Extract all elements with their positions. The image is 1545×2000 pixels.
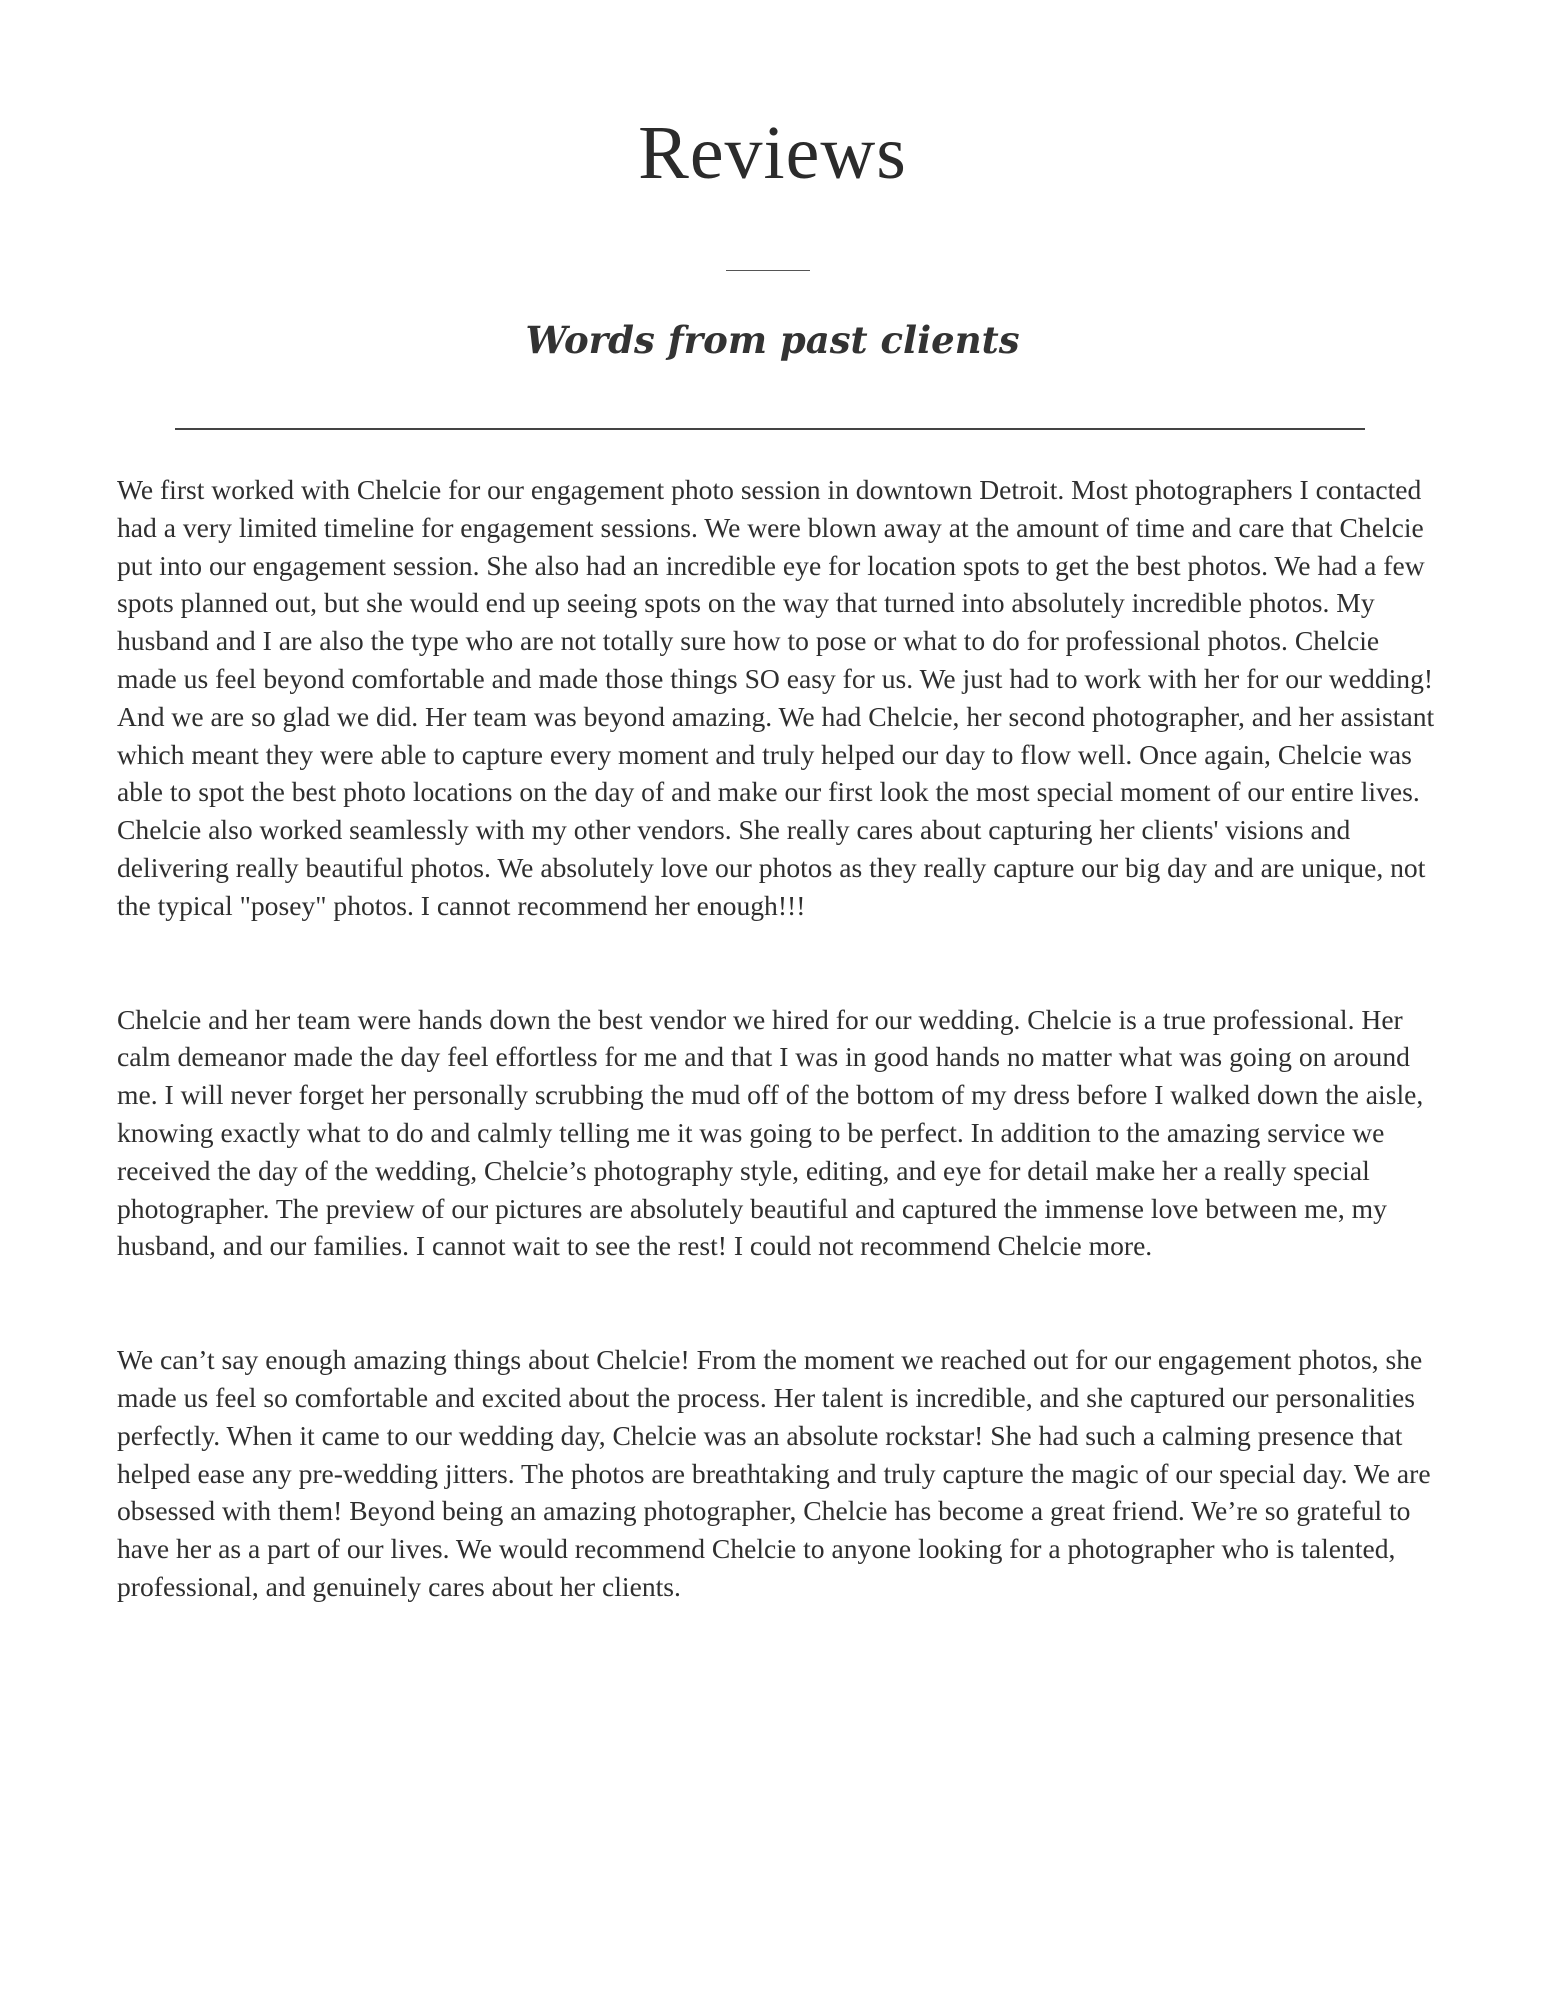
reviews-list (117, 471, 1445, 1682)
page-subtitle: Words from past clients (525, 318, 1020, 362)
page-title: Reviews (638, 111, 907, 195)
review-text-3: We can’t say enough amazing things about Chelcie! From the moment we reached out for our engagement photos, she made us feel so comfortable and excited about the process. Her talent is incredible, and she captured our personalities perfectly. When it came to our wedding day, Chelcie was an absolute rockstar! She had such a calming presence that helped ease any pre-wedding jitters. The photos are breathtaking and truly capture the magic of our special day. We are obsessed with them! Beyond being an amazing photographer, Chelcie has become a great friend. We’re so grateful to have her as a part of our lives. We would recommend Chelcie to anyone looking for a photographer who is talented, professional, and genuinely cares about her clients. (117, 1344, 1431, 1602)
review-text-2: Chelcie and her team were hands down the best vendor we hired for our wedding. Chelcie is a true professional. Her calm demeanor made the day feel effortless for me and that I was in good hands no matter what was going on around me. I will never forget her personally scrubbing the mud off of the bottom of my dress before I walked down the aisle, knowing exactly what to do and calmly telling me it was going to be perfect. In addition to the amazing service we received the day of the wedding, Chelcie’s photography style, editing, and eye for detail make her a really special photographer. The preview of our pictures are absolutely beautiful and captured the immense love between me, my husband, and our families. I cannot wait to see the rest! I could not recommend Chelcie more. (117, 1003, 1424, 1262)
section-divider (175, 428, 1365, 430)
title-divider (726, 270, 810, 271)
review-text-1: We first worked with Chelcie for our engagement photo session in downtown Detroit. Most photographers I contacted had a very limited timeline for engagement sessions. We were blown away at the amount of time and care that Chelcie put into our engagement session. She also had an incredible eye for location spots to get the best photos. We had a few spots planned out, but she would end up seeing spots on the way that turned into absolutely incredible photos. My husband and I are also the type who are not totally sure how to pose or what to do for professional photos. Chelcie made us feel beyond comfortable and made those things SO easy for us. We just had to work with her for our wedding! And we are so glad we did. Her team was beyond amazing. We had Chelcie, her second photographer, and her assistant which meant they were able to capture every moment and truly helped our day to flow well. Once again, Chelcie was able to spot the best photo locations on the day of and make our first look the most special moment of our entire lives. Chelcie also worked seamlessly with my other vendors. She really cares about capturing her clients' visions and delivering really beautiful photos. We absolutely love our photos as they really capture our big day and are unique, not the typical "posey" photos. I cannot recommend her enough!!! (117, 474, 1435, 921)
